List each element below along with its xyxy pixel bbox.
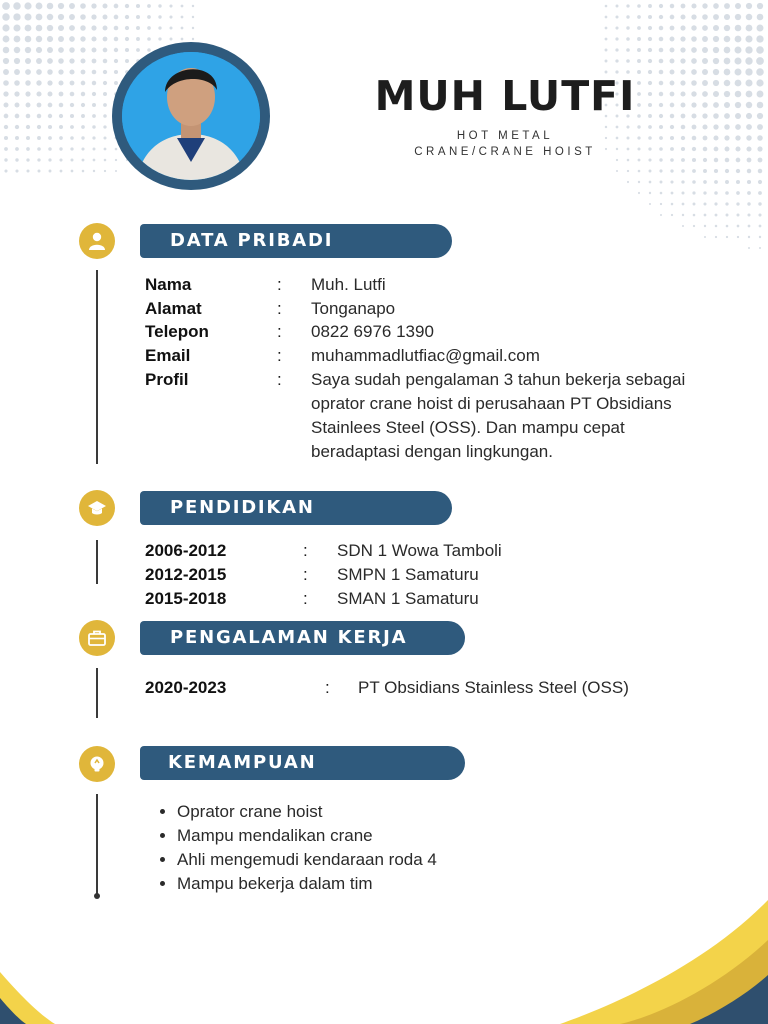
field-label-telepon: Telepon bbox=[145, 322, 209, 341]
field-value-email: muhammadlutfiac@gmail.com bbox=[311, 346, 540, 365]
edu-school: SDN 1 Wowa Tamboli bbox=[337, 541, 502, 560]
field-value-nama: Muh. Lutfi bbox=[311, 275, 386, 294]
job-title-line-1: HOT METAL bbox=[456, 130, 554, 142]
edu-period: 2015-2018 bbox=[145, 589, 227, 608]
profile-photo bbox=[122, 52, 260, 180]
section-heading-pendidikan: PENDIDIKAN bbox=[140, 491, 452, 525]
graduation-cap-icon bbox=[87, 498, 107, 518]
field-colon: : bbox=[277, 370, 282, 389]
work-period: 2020-2023 bbox=[145, 678, 227, 697]
user-icon bbox=[87, 231, 107, 251]
field-label-profil: Profil bbox=[145, 370, 189, 389]
field-colon: : bbox=[277, 299, 282, 318]
field-colon: : bbox=[277, 346, 282, 365]
bottom-wave-decoration bbox=[0, 880, 768, 1024]
section-icon-kemampuan bbox=[79, 746, 115, 782]
field-colon: : bbox=[277, 275, 282, 294]
field-colon: : bbox=[277, 322, 282, 341]
work-colon: : bbox=[325, 678, 330, 697]
section-heading-data-pribadi: DATA PRIBADI bbox=[140, 224, 452, 258]
timeline-line-data-pribadi bbox=[96, 270, 98, 464]
field-value-profil: Saya sudah pengalaman 3 tahun bekerja sebagai oprator crane hoist di perusahaan PT Obsidians Stainlees Steel (OSS). Dan mampu cepat beradaptasi dengan lingkungan. bbox=[311, 370, 686, 461]
timeline-line-pengalaman bbox=[96, 668, 98, 718]
work-company: PT Obsidians Stainless Steel (OSS) bbox=[358, 678, 629, 697]
dot-pattern-top-right bbox=[600, 0, 768, 250]
field-value-telepon: 0822 6976 1390 bbox=[311, 322, 434, 341]
candidate-name: MUH LUTFI bbox=[374, 72, 636, 120]
timeline-end-dot bbox=[94, 893, 100, 899]
job-title-line-2: CRANE/CRANE HOIST bbox=[414, 146, 596, 158]
field-label-email: Email bbox=[145, 346, 191, 365]
section-icon-data-pribadi bbox=[79, 223, 115, 259]
briefcase-icon bbox=[87, 628, 107, 648]
lightbulb-icon bbox=[87, 754, 107, 774]
edu-school: SMPN 1 Samaturu bbox=[337, 565, 479, 584]
edu-school: SMAN 1 Samaturu bbox=[337, 589, 479, 608]
edu-colon: : bbox=[303, 565, 308, 584]
edu-period: 2006-2012 bbox=[145, 541, 227, 560]
person-portrait-icon bbox=[122, 52, 260, 180]
skill-item: • Mampu bekerja dalam tim bbox=[177, 872, 437, 896]
profile-photo-frame bbox=[112, 42, 270, 190]
job-title bbox=[350, 128, 660, 160]
skills-list bbox=[155, 800, 437, 896]
section-heading-pengalaman: PENGALAMAN KERJA bbox=[140, 621, 465, 655]
section-icon-pendidikan bbox=[79, 490, 115, 526]
edu-period: 2012-2015 bbox=[145, 565, 227, 584]
field-label-alamat: Alamat bbox=[145, 299, 202, 318]
section-icon-pengalaman bbox=[79, 620, 115, 656]
edu-colon: : bbox=[303, 589, 308, 608]
field-value-alamat: Tonganapo bbox=[311, 299, 396, 318]
field-label-nama: Nama bbox=[145, 275, 192, 294]
section-heading-kemampuan: KEMAMPUAN bbox=[140, 746, 465, 780]
skill-item: • Oprator crane hoist bbox=[177, 800, 437, 824]
edu-colon: : bbox=[303, 541, 308, 560]
skill-item: • Ahli mengemudi kendaraan roda 4 bbox=[177, 848, 437, 872]
skill-item: • Mampu mendalikan crane bbox=[177, 824, 437, 848]
timeline-line-kemampuan bbox=[96, 794, 98, 896]
timeline-line-pendidikan bbox=[96, 540, 98, 584]
